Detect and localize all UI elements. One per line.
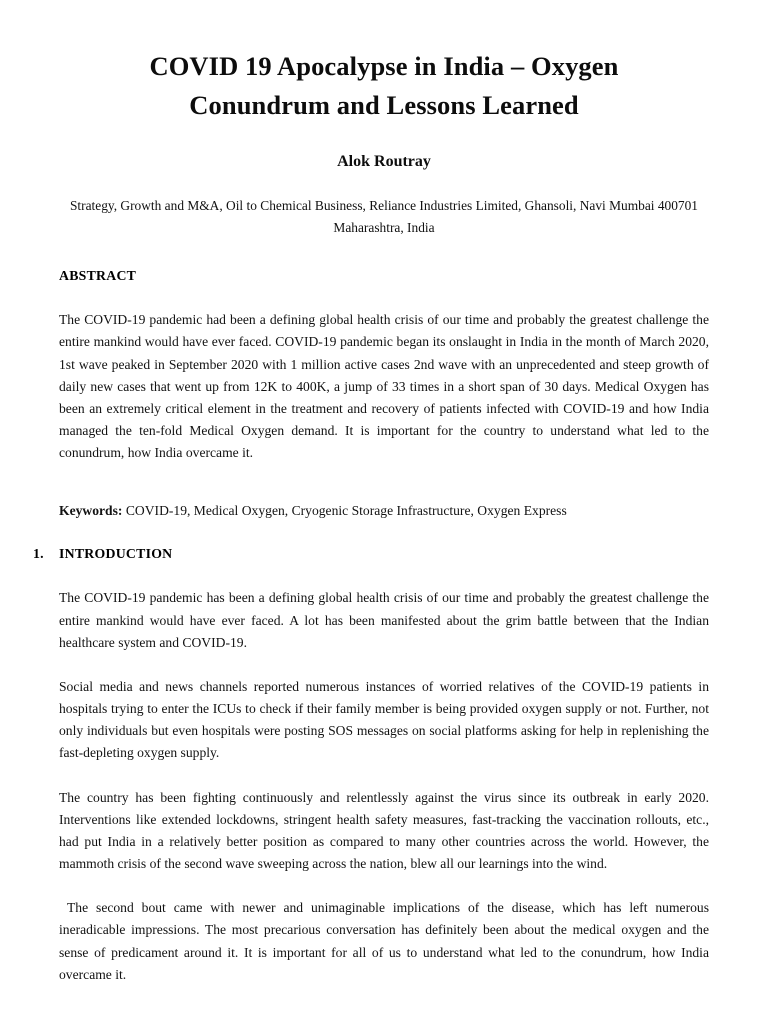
intro-paragraph-2: Social media and news channels reported numerous instances of worried relatives of the COVID-19 patients in hospitals trying to enter the ICUs to check if their family member is being provided oxygen supply or not. Further, not only individuals but even hospitals were posting SOS messages on social platforms asking for help in replenishing the fast-depleting oxygen supply.	[59, 678, 709, 761]
keywords-line	[59, 464, 709, 522]
section-heading-introduction	[33, 522, 709, 562]
page-title	[59, 0, 709, 125]
keywords-values: COVID-19, Medical Oxygen, Cryogenic Storage Infrastructure, Oxygen Express	[122, 503, 567, 519]
page-content	[33, 0, 709, 986]
intro-paragraph-3: The country has been fighting continuously and relentlessly against the virus since its outbreak in early 2020. Interventions like extended lockdowns, stringent health safety measures, fast-tracking the vaccination rollouts, etc., had put India in a relatively better position as compared to many other countries across the world. However, the mammoth crisis of the second wave sweeping across the nation, blew all our learnings into the wind.	[59, 789, 709, 872]
abstract-body: The COVID-19 pandemic had been a defining global health crisis of our time and probably the greatest challenge the entire mankind would have ever faced. COVID-19 pandemic began its onslaught in India in the month of March 2020, 1st wave peaked in September 2020 with 1 million active cases 2nd wave with an unprecedented and steep growth of daily new cases that went up from 12K to 400K, a jump of 33 times in a short span of 30 days. Medical Oxygen has been an extremely critical element in the treatment and recovery of patients infected with COVID-19 and how India managed the ten-fold Medical Oxygen demand. It is important for the country to understand what led to the conundrum, how India overcame it.	[59, 312, 709, 461]
author-affiliation: Strategy, Growth and M&A, Oil to Chemical Business, Reliance Industries Limited, Ghansoli, Navi Mumbai 400701 Maharashtra, India	[69, 197, 699, 235]
abstract-heading: ABSTRACT	[59, 268, 137, 284]
title-line-1: COVID 19 Apocalypse in India – Oxygen	[149, 51, 619, 81]
section-number: 1.	[33, 546, 44, 562]
title-line-2: Conundrum and Lessons Learned	[189, 90, 579, 121]
author-name: Alok Routray	[337, 153, 431, 171]
intro-paragraph-4: The second bout came with newer and unimaginable implications of the disease, which has left numerous ineradicable impressions. The most precarious conversation has definitely been about the medical oxygen and the sense of predicament around it. It is important for all of us to understand what led to the conundrum, how India overcame it.	[59, 900, 709, 982]
keywords-label: Keywords:	[59, 503, 123, 519]
intro-paragraph-1: The COVID-19 pandemic has been a defining global health crisis of our time and probably the greatest challenge the entire mankind would have ever faced. A lot has been manifested about the grim battle between that the Indian healthcare system and COVID-19.	[59, 590, 709, 650]
section-title: INTRODUCTION	[59, 546, 173, 562]
